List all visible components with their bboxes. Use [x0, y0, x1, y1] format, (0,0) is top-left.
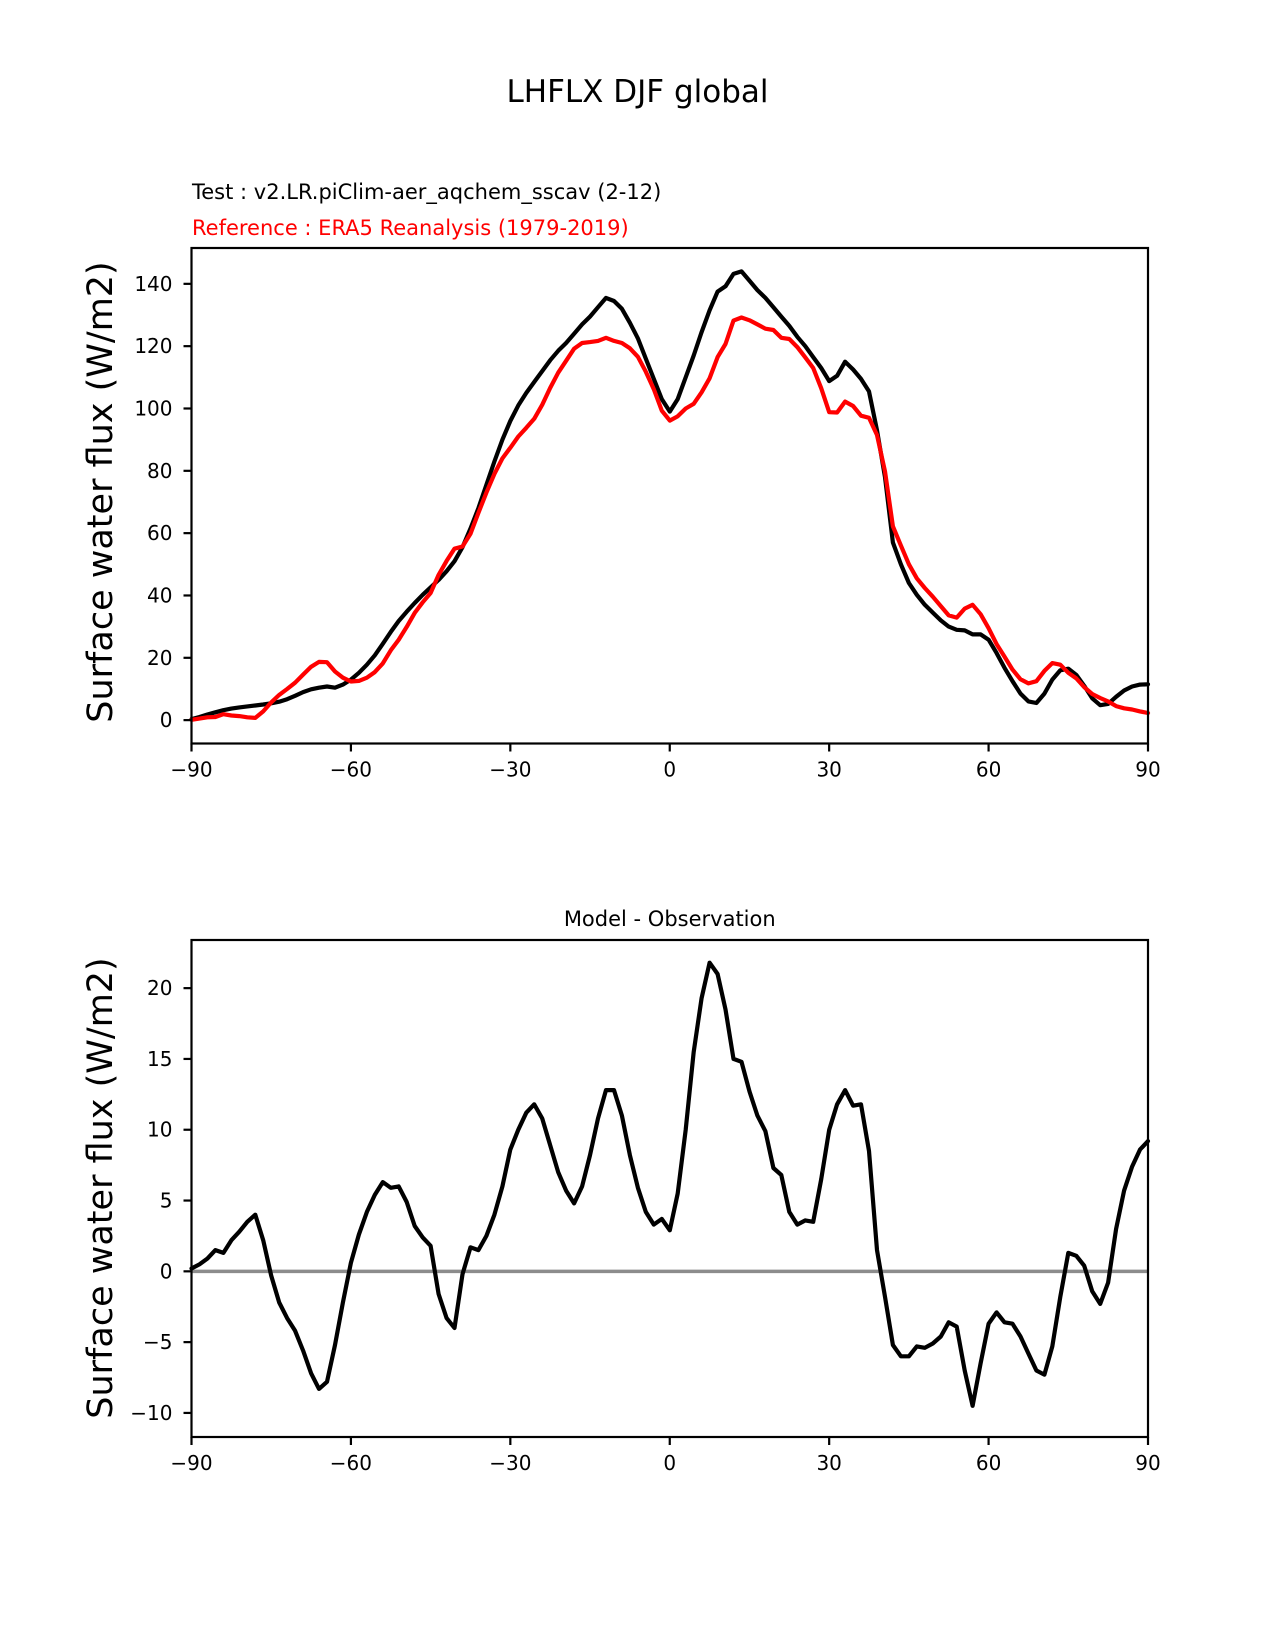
bottom-chart [130, 907, 1160, 1475]
bottom-chart-ylabel: Surface water flux (W/m2) [81, 957, 121, 1419]
x-tick-label: 0 [663, 757, 677, 782]
y-tick-label: 15 [147, 1046, 173, 1071]
top-chart-series-1-line [192, 318, 1149, 720]
y-tick-label: 80 [147, 458, 173, 483]
x-tick-label: 90 [1135, 757, 1161, 782]
x-tick-label: −30 [489, 1451, 532, 1475]
bottom-chart-frame [192, 940, 1149, 1437]
y-tick-label: 0 [159, 708, 173, 733]
x-tick-label: 60 [975, 757, 1002, 782]
legend-test-label: Test : v2.LR.piClim-aer_aqchem_sscav (2-12) [192, 180, 662, 204]
y-tick-label: 140 [134, 271, 173, 296]
x-tick-label: −90 [170, 1451, 213, 1475]
bottom-chart-x-axis [170, 1437, 1160, 1475]
legend-reference-label: Reference : ERA5 Reanalysis (1979-2019) [192, 216, 629, 240]
x-tick-label: 90 [1135, 1451, 1161, 1475]
top-chart-series-0-line [192, 271, 1149, 719]
bottom-chart-y-axis [130, 976, 191, 1425]
top-chart-x-axis [170, 744, 1160, 782]
y-tick-label: 20 [147, 645, 173, 670]
top-chart-y-axis [134, 272, 191, 732]
bottom-chart-series-0-line [192, 963, 1149, 1406]
bottom-chart-title: Model - Observation [563, 907, 776, 931]
x-tick-label: −60 [329, 1451, 373, 1475]
top-chart-ylabel: Surface water flux (W/m2) [81, 261, 121, 723]
x-tick-label: −60 [329, 757, 373, 782]
x-tick-label: 30 [816, 1451, 842, 1475]
x-tick-label: 30 [816, 757, 842, 782]
y-tick-label: 5 [159, 1188, 173, 1213]
y-tick-label: 120 [134, 334, 173, 359]
x-tick-label: 60 [975, 1451, 1002, 1475]
x-tick-label: 0 [663, 1451, 677, 1475]
y-tick-label: −10 [130, 1400, 173, 1425]
x-tick-label: −90 [170, 757, 213, 782]
y-tick-label: 60 [147, 521, 173, 546]
y-tick-label: 0 [159, 1259, 173, 1284]
x-tick-label: −30 [489, 757, 532, 782]
y-tick-label: 20 [147, 976, 173, 1001]
y-tick-label: 100 [134, 396, 173, 421]
y-tick-label: 40 [147, 583, 173, 608]
y-tick-label: 10 [147, 1117, 173, 1142]
y-tick-label: −5 [143, 1330, 173, 1355]
top-chart [134, 248, 1160, 782]
page-title: LHFLX DJF global [506, 74, 769, 110]
